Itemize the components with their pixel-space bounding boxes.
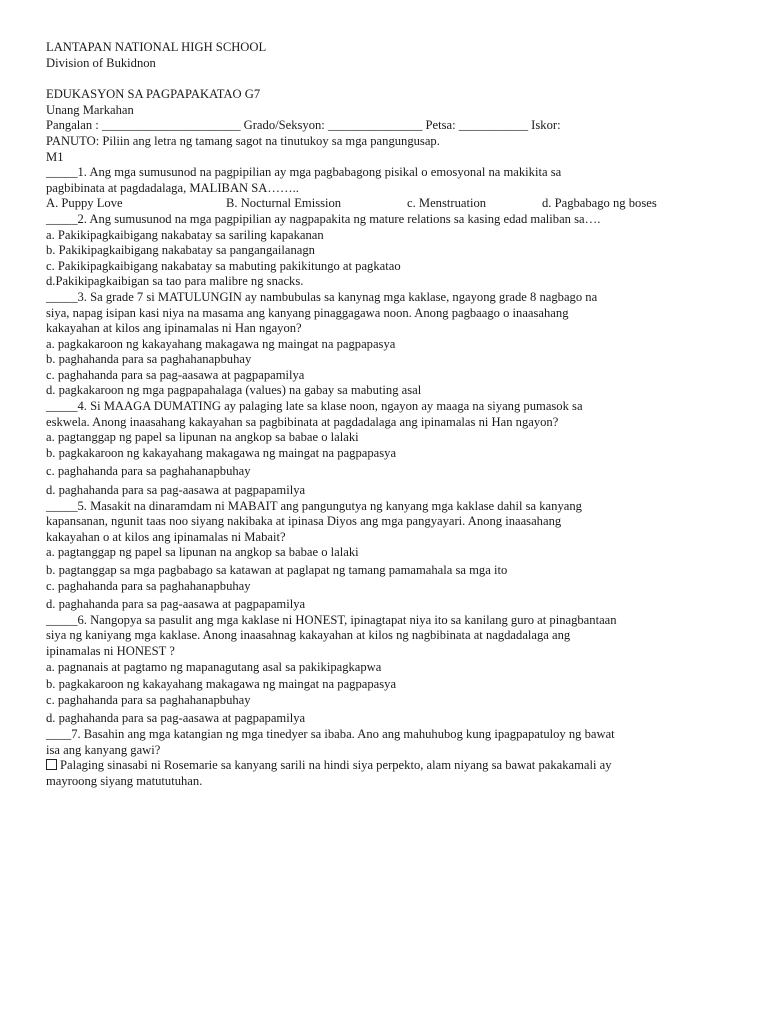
- question-6: [46, 613, 726, 727]
- question-3: [46, 290, 726, 399]
- module-label: M1: [46, 149, 64, 164]
- question-stem: _____2. Ang sumusunod na mga pagpipilian ay nagpapakita ng mature relations sa kasing edad maliban sa….: [46, 211, 601, 226]
- statement-item: [46, 758, 726, 774]
- question-stem: _____5. Masakit na dinaramdam ni MABAIT ang pangungutya ng kanyang mga kaklase dahil sa kanyang: [46, 498, 582, 513]
- choice-b: b. pagkakaroon ng kakayahang makagawa ng maingat na pagpapasya: [46, 677, 397, 692]
- question-1: [46, 165, 726, 212]
- choice-d: d. Pagbabago ng boses: [542, 196, 657, 211]
- choice-c: c. paghahanda para sa pag-aasawa at pagpapamilya: [46, 367, 305, 382]
- question-stem: ____7. Basahin ang mga katangian ng mga tinedyer sa ibaba. Ano ang mahuhubog kung ipagpapatuloy ng bawat: [46, 726, 615, 741]
- question-stem: _____3. Sa grade 7 si MATULUNGIN ay nambubulas sa kanynag mga kaklase, ngayong grade 8 nagbago na: [46, 289, 598, 304]
- choice-b: b. pagtanggap sa mga pagbabago sa katawan at paglapat ng tamang pamamahala sa mga ito: [46, 563, 508, 577]
- quarter-label: Unang Markahan: [46, 102, 134, 117]
- question-stem: _____4. Si MAAGA DUMATING ay palaging late sa klase noon, ngayon ay maaga na siyang pumasok sa: [46, 399, 583, 414]
- choice-d: d.Pakikipagkaibigan sa tao para malibre ng snacks.: [46, 274, 304, 289]
- choice-c: c. Menstruation: [407, 196, 487, 211]
- choice-a: a. pagnanais at pagtamo ng mapanagutang asal sa pakikipagkapwa: [46, 659, 382, 674]
- quiz-page: [46, 40, 726, 789]
- question-2: [46, 212, 726, 290]
- choice-a: a. pagkakaroon ng kakayahang makagawa ng maingat na pagpapasya: [46, 336, 396, 351]
- question-stem: eskwela. Anong inaasahang kakayahan sa pagbibinata at pagdadalaga ang ipinamalas ni Han ngayon?: [46, 414, 559, 429]
- question-stem: _____1. Ang mga sumusunod na pagpipilian ay mga pagbabagong pisikal o emosyonal na makikita sa: [46, 165, 562, 180]
- question-stem: kakayahan o at kilos ang ipinamalas ni Mabait?: [46, 529, 286, 544]
- choice-a: a. pagtanggap ng papel sa lipunan na angkop sa babae o lalaki: [46, 545, 359, 560]
- choice-d: d. pagkakaroon ng mga pagpapahalaga (values) na gabay sa mabuting asal: [46, 383, 422, 398]
- school-name: LANTAPAN NATIONAL HIGH SCHOOL: [46, 40, 267, 54]
- question-stem: ipinamalas ni HONEST ?: [46, 643, 175, 658]
- instructions: PANUTO: Piliin ang letra ng tamang sagot na tinutukoy sa mga pangungusap.: [46, 133, 440, 148]
- question-4: [46, 399, 726, 499]
- spacer: [46, 71, 726, 87]
- choice-d: d. paghahanda para sa pag-aasawa at pagpapamilya: [46, 711, 306, 726]
- choice-d: d. paghahanda para sa pag-aasawa at pagpapamilya: [46, 597, 306, 612]
- division-name: Division of Bukidnon: [46, 55, 156, 70]
- choice-c: c. Pakikipagkaibigang nakabatay sa mabuting pakikitungo at pagkatao: [46, 258, 401, 273]
- question-stem: siya ng kaniyang mga kaklase. Anong inaasahnag kakayahan at kilos ng nagbibinata at nagdadalaga ang: [46, 628, 571, 643]
- question-stem: siya, napag isipan kasi niya na masama ang kanyang pinaggagawa noon. Anong pagbaago o inaasahang: [46, 305, 569, 320]
- choice-b: B. Nocturnal Emission: [226, 196, 342, 211]
- question-stem: isa ang kanyang gawi?: [46, 742, 161, 757]
- choice-c: c. paghahanda para sa paghahanapbuhay: [46, 464, 251, 479]
- choice-b: b. pagkakaroon ng kakayahang makagawa ng maingat na pagpapasya: [46, 445, 397, 460]
- question-stem: _____6. Nangopya sa pasulit ang mga kaklase ni HONEST, ipinagtapat niya ito sa kanilang guro at pinagbantaan: [46, 612, 617, 627]
- student-info-fields: Pangalan : ______________________ Grado/Seksyon: _______________ Petsa: ___________ Iskor:: [46, 118, 561, 133]
- choice-row: [46, 196, 726, 212]
- choice-a: a. Pakikipagkaibigang nakabatay sa sariling kapakanan: [46, 227, 324, 242]
- choice-c: c. paghahanda para sa paghahanapbuhay: [46, 578, 251, 593]
- statement-text: Palaging sinasabi ni Rosemarie sa kanyang sarili na hindi siya perpekto, alam niyang sa bawat pakakamali ay: [60, 758, 612, 773]
- checkbox-icon: [46, 759, 57, 770]
- question-stem: kapansanan, ngunit taas noo siyang nakibaka at ipinasa Diyos ang mga pangyayari. Anong inaasahang: [46, 514, 562, 529]
- choice-c: c. paghahanda para sa paghahanapbuhay: [46, 692, 251, 707]
- choice-a: A. Puppy Love: [46, 196, 123, 211]
- subject-title: EDUKASYON SA PAGPAPAKATAO G7: [46, 87, 261, 102]
- choice-a: a. pagtanggap ng papel sa lipunan na angkop sa babae o lalaki: [46, 430, 359, 445]
- choice-b: b. Pakikipagkaibigang nakabatay sa pangangailanagn: [46, 243, 315, 258]
- choice-d: d. paghahanda para sa pag-aasawa at pagpapamilya: [46, 483, 306, 498]
- statement-text-cont: mayroong siyang matututuhan.: [46, 773, 203, 788]
- question-stem: pagbibinata at pagdadalaga, MALIBAN SA……..: [46, 180, 299, 195]
- question-5: [46, 499, 726, 613]
- question-stem: kakayahan at kilos ang ipinamalas ni Han ngayon?: [46, 321, 302, 336]
- question-7: [46, 727, 726, 789]
- choice-b: b. paghahanda para sa paghahanapbuhay: [46, 352, 252, 367]
